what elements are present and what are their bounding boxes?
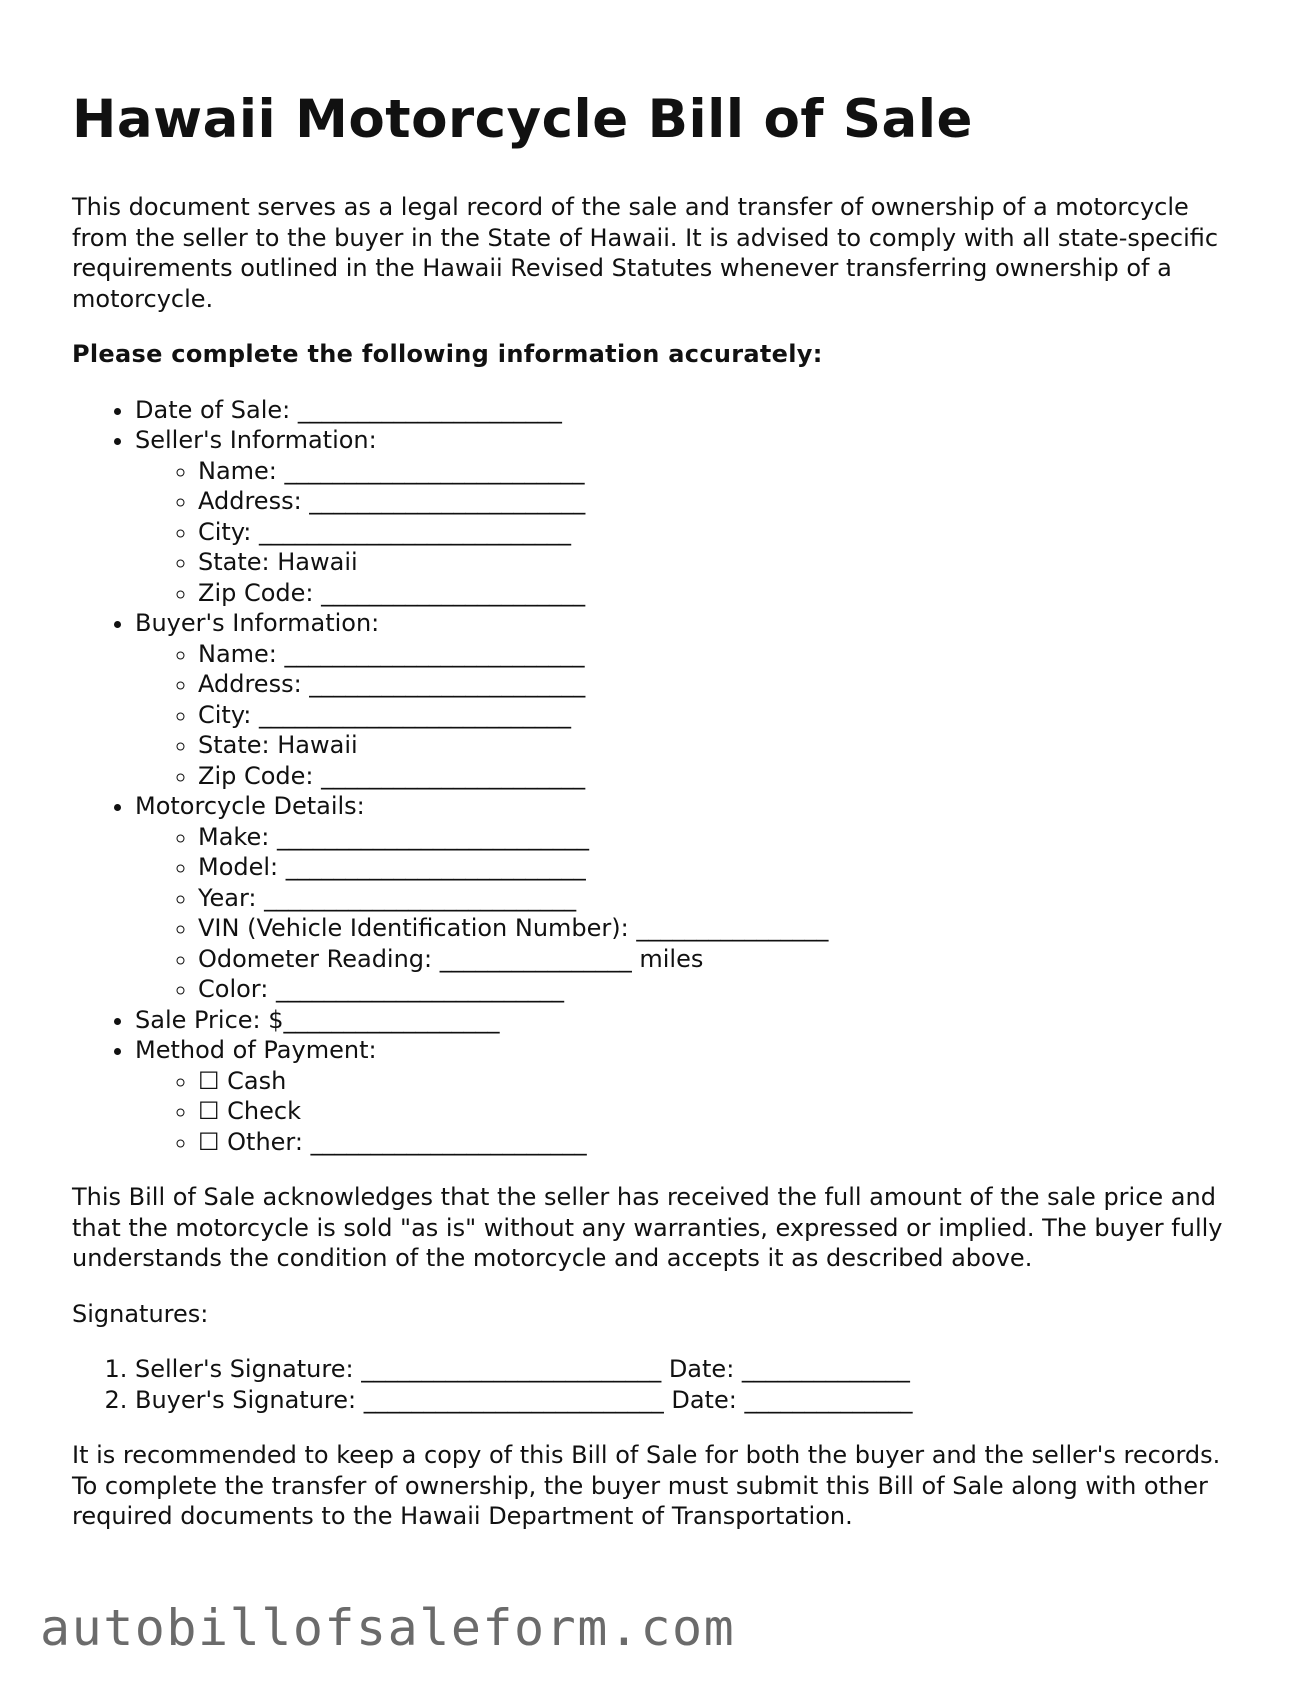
buyer-name-field: ◦ Name: _________________________ — [198, 639, 1242, 670]
seller-heading: Seller's Information: — [135, 426, 377, 454]
acknowledgement-paragraph: This Bill of Sale acknowledges that the seller has received the full amount of the sale price and that the motorcycle is sold "as is" without any warranties, expressed or implied. The buyer fully understands the condition of the motorcycle and accepts it as described above. — [72, 1183, 1223, 1272]
instruction-heading: Please complete the following information accurately: — [72, 340, 823, 368]
buyer-field-list — [135, 639, 1242, 792]
buyer-address-field: ◦ Address: _______________________ — [198, 669, 1242, 700]
model-field: ◦ Model: _________________________ — [198, 852, 1242, 883]
make-field: ◦ Make: __________________________ — [198, 822, 1242, 853]
payment-section — [135, 1035, 1242, 1157]
payment-check-option: ◦ ☐ Check — [198, 1096, 1242, 1127]
seller-field-list — [135, 456, 1242, 609]
signatures-heading: Signatures: — [72, 1299, 209, 1328]
payment-other-option: ◦ ☐ Other: _______________________ — [198, 1127, 1242, 1158]
motorcycle-section — [135, 791, 1242, 1005]
seller-section — [135, 425, 1242, 608]
buyer-heading: Buyer's Information: — [135, 609, 380, 637]
payment-heading: Method of Payment: — [135, 1036, 377, 1064]
seller-city-field: ◦ City: __________________________ — [198, 517, 1242, 548]
site-watermark: autobillofsaleform.com — [40, 1599, 736, 1657]
buyer-signature-line: 2. Buyer's Signature: _________________________ Date: ______________ — [135, 1385, 1242, 1416]
seller-state-field: ◦ State: Hawaii — [198, 547, 1242, 578]
sale-price-field: • Sale Price: $__________________ — [135, 1005, 1242, 1036]
date-of-sale-field: • Date of Sale: ______________________ — [135, 395, 1242, 426]
buyer-city-field: ◦ City: __________________________ — [198, 700, 1242, 731]
payment-option-list — [135, 1066, 1242, 1158]
seller-address-field: ◦ Address: _______________________ — [198, 486, 1242, 517]
color-field: ◦ Color: ________________________ — [198, 974, 1242, 1005]
page-title: Hawaii Motorcycle Bill of Sale — [72, 89, 973, 150]
motorcycle-heading: Motorcycle Details: — [135, 792, 365, 820]
motorcycle-field-list — [135, 822, 1242, 1005]
payment-cash-option: ◦ ☐ Cash — [198, 1066, 1242, 1097]
odometer-field: ◦ Odometer Reading: ________________ miles — [198, 944, 1242, 975]
form-field-list — [72, 395, 1242, 1158]
closing-paragraph: It is recommended to keep a copy of this Bill of Sale for both the buyer and the seller's records. To complete the transfer of ownership, the buyer must submit this Bill of Sale along with other required documents to the Hawaii Department of Transportation. — [72, 1441, 1221, 1530]
seller-signature-line: 1. Seller's Signature: _________________________ Date: ______________ — [135, 1354, 1242, 1385]
document-page — [72, 88, 1242, 1532]
year-field: ◦ Year: __________________________ — [198, 883, 1242, 914]
buyer-zip-field: ◦ Zip Code: ______________________ — [198, 761, 1242, 792]
buyer-state-field: ◦ State: Hawaii — [198, 730, 1242, 761]
signature-list — [72, 1354, 1242, 1415]
vin-field: ◦ VIN (Vehicle Identification Number): ________________ — [198, 913, 1242, 944]
seller-name-field: ◦ Name: _________________________ — [198, 456, 1242, 487]
seller-zip-field: ◦ Zip Code: ______________________ — [198, 578, 1242, 609]
intro-paragraph: This document serves as a legal record of the sale and transfer of ownership of a motorcycle from the seller to the buyer in the State of Hawaii. It is advised to comply with all state-specific requirements outlined in the Hawaii Revised Statutes whenever transferring ownership of a motorcycle. — [72, 193, 1219, 313]
buyer-section — [135, 608, 1242, 791]
